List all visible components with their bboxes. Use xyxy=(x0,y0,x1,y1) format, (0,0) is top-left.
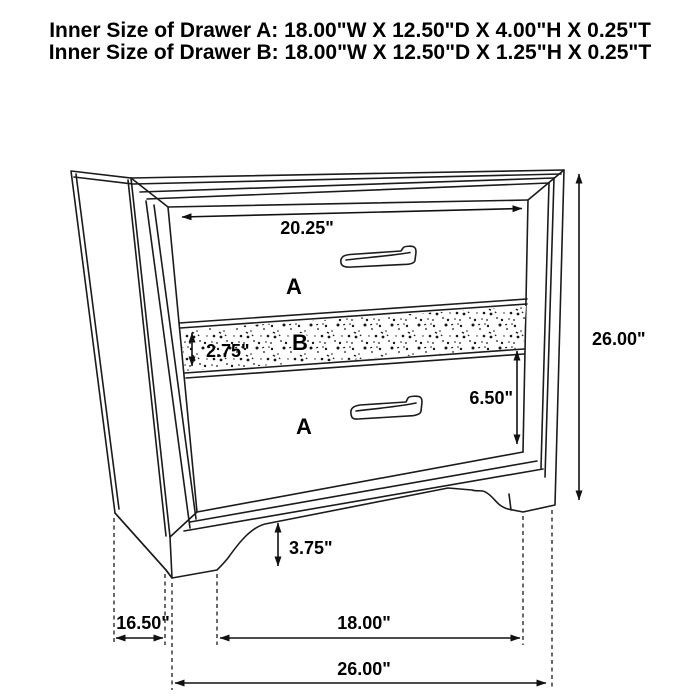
drawer-label-top-a: A xyxy=(286,274,302,299)
dim-label-leg-clearance: 3.75" xyxy=(289,538,333,558)
dim-label-trim-strip-height: 2.75" xyxy=(206,341,250,361)
dim-label-side-depth: 16.50" xyxy=(116,613,170,633)
dim-label-between-legs-width: 18.00" xyxy=(337,613,391,633)
dim-label-overall-width: 26.00" xyxy=(337,659,391,679)
dim-label-opening-width: 20.25" xyxy=(280,218,334,238)
drawer-label-bottom-a: A xyxy=(296,414,312,439)
header-line-2: Inner Size of Drawer B: 18.00"W X 12.50"D X 1.25"H X 0.25"T xyxy=(48,41,652,64)
drawer-label-middle-b: B xyxy=(292,330,308,355)
dim-label-overall-height: 26.00" xyxy=(592,329,646,349)
header-line-1: Inner Size of Drawer A: 18.00"W X 12.50"D X 4.00"H X 0.25"T xyxy=(49,19,651,42)
dim-label-bottom-drawer-height: 6.50" xyxy=(469,388,513,408)
